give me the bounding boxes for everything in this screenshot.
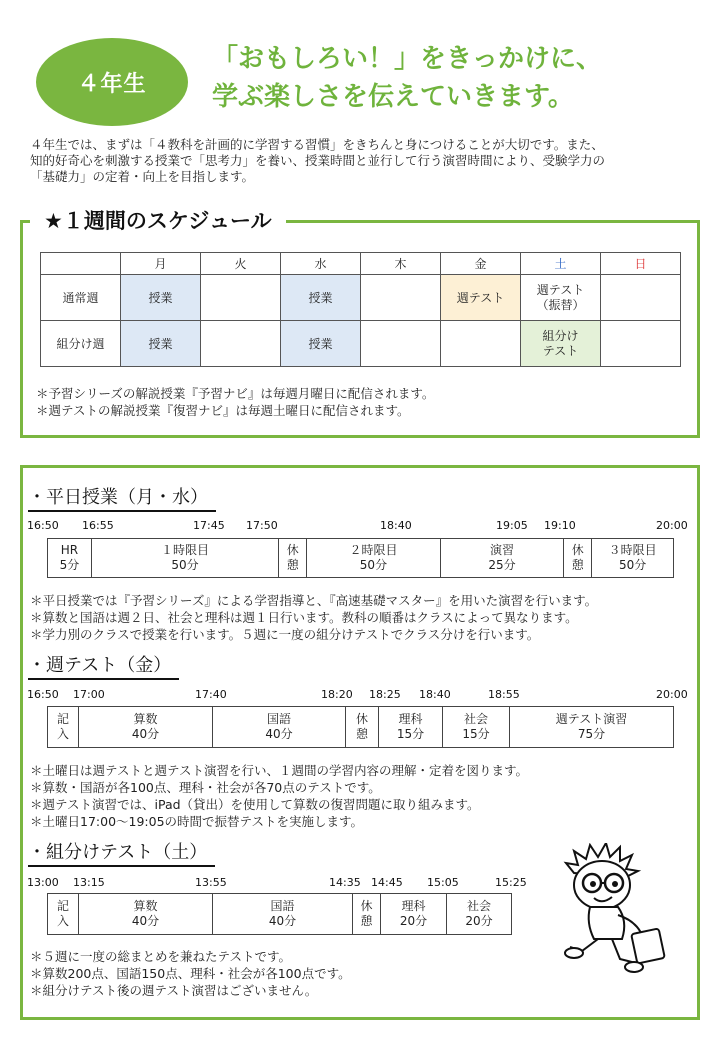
table-cell [361,321,441,367]
timeline-block: 算数 40分 [79,894,213,934]
schedule-title: ★１週間のスケジュール [30,205,286,235]
weekly-test-times [0,688,720,702]
timeline-block: 演習 25分 [441,539,565,577]
placement-test-timeline [47,893,512,935]
grade-badge: ４年生 [36,38,188,126]
schedule-notes [36,385,434,419]
timeline-block: 社会 15分 [443,707,510,747]
time-label: 18:40 [419,688,451,701]
timeline-block: HR 5分 [48,539,92,577]
time-label: 20:00 [656,519,688,532]
note-line: ＊週テストの解説授業『復習ナビ』は毎週土曜日に配信されます。 [36,403,410,418]
table-header-cell: 木 [361,253,441,275]
weekday-times [0,519,720,533]
table-header-cell [41,253,121,275]
note-line: ＊土曜日は週テストと週テスト演習を行い、１週間の学習内容の理解・定着を図ります。 [30,763,529,778]
headline-line-1: 「おもしろい！」をきっかけに、 [212,44,603,74]
time-label: 18:40 [380,519,412,532]
time-label: 13:55 [195,876,227,889]
intro-line: 「基礎力」の定着・向上を目指します。 [30,169,255,184]
timeline-block: 社会 20分 [465,899,493,928]
note-line: ＊組分けテスト後の週テスト演習はございません。 [30,983,318,998]
timeline-block: 休 憩 [279,539,307,577]
table-header-cell: 金 [441,253,521,275]
intro-line: ４年生では、まずは「４教科を計画的に学習する習慣」をきちんと身につけることが大切です。また、 [30,137,604,152]
note-line: ＊平日授業では『予習シリーズ』による学習指導と、『高速基礎マスター』を用いた演習を行います。 [30,593,598,608]
table-cell [201,275,281,321]
weekly-test-timeline [47,706,674,748]
note-line: ＊算数と国語は週２日、社会と理科は週１日行います。教科の順番はクラスによって異なります。 [30,610,578,625]
note-line: ＊土曜日17:00～19:05の時間で振替テストを実施します。 [30,814,364,829]
table-header-cell: 火 [201,253,281,275]
time-label: 15:25 [495,876,527,889]
time-label: 17:50 [246,519,278,532]
timeline-block: ２時限目 50分 [307,539,441,577]
placement-test-title: ・組分けテスト（土） [28,841,215,867]
timeline-block: ３時限目 50分 [608,543,657,572]
table-header-row [41,253,681,275]
time-label: 20:00 [656,688,688,701]
table-cell [601,321,681,367]
weekly-schedule-table [40,252,681,367]
table-cell: 週テスト （振替） [521,275,601,321]
row-label: 組分け週 [41,321,121,367]
time-label: 18:55 [488,688,520,701]
time-label: 17:40 [195,688,227,701]
placement-test-notes [30,948,351,999]
table-cell [601,275,681,321]
table-cell: 週テスト [441,275,521,321]
timeline-block: 休 憩 [353,894,381,934]
time-label: 13:00 [27,876,59,889]
time-label: 13:15 [73,876,105,889]
time-label: 17:45 [193,519,225,532]
time-label: 14:35 [329,876,361,889]
table-cell: 授業 [121,275,201,321]
time-label: 17:00 [73,688,105,701]
table-cell [361,275,441,321]
weekly-test-notes [30,762,528,830]
note-line: ＊算数・国語が各100点、理科・社会が各70点のテストです。 [30,780,381,795]
table-cell [441,321,521,367]
table-header-cell: 水 [281,253,361,275]
table-header-cell: 月 [121,253,201,275]
note-line: ＊算数200点、国語150点、理科・社会が各100点です。 [30,966,351,981]
table-header-cell: 土 [521,253,601,275]
timeline-block: 理科 15分 [379,707,443,747]
intro-paragraph [30,137,700,185]
note-line: ＊５週に一度の総まとめを兼ねたテストです。 [30,949,292,964]
timeline-block: 国語 40分 [213,707,346,747]
weekday-title: ・平日授業（月・水） [28,486,216,512]
row-label: 通常週 [41,275,121,321]
table-cell: 授業 [281,321,361,367]
weekday-notes [30,592,597,643]
timeline-block: １時限目 50分 [92,539,279,577]
time-label: 18:25 [369,688,401,701]
timeline-block: 休 憩 [564,539,592,577]
time-label: 16:55 [82,519,114,532]
weekday-timeline [47,538,674,578]
time-label: 16:50 [27,519,59,532]
time-label: 18:20 [321,688,353,701]
note-line: ＊学力別のクラスで授業を行います。５週に一度の組分けテストでクラス分けを行います。 [30,627,540,642]
table-cell [201,321,281,367]
table-cell: 授業 [281,275,361,321]
time-label: 19:10 [544,519,576,532]
weekly-test-title: ・週テスト（金） [28,654,179,680]
note-line: ＊週テスト演習では、iPad（貸出）を使用して算数の復習問題に取り組みます。 [30,797,480,812]
table-cell: 組分け テスト [521,321,601,367]
time-label: 16:50 [27,688,59,701]
intro-line: 知的好奇心を刺激する授業で「思考力」を養い、授業時間と並行して行う演習時間により、受験学力の [30,153,606,168]
headline-line-2: 学ぶ楽しさを伝えていきます。 [212,82,574,112]
time-label: 19:05 [496,519,528,532]
time-label: 14:45 [371,876,403,889]
timeline-block: 週テスト演習 75分 [555,712,628,741]
headline [212,40,702,116]
timeline-block: 記 入 [48,894,79,934]
note-line: ＊予習シリーズの解説授業『予習ナビ』は毎週月曜日に配信されます。 [36,386,435,401]
timeline-block: 算数 40分 [79,707,213,747]
table-header-cell: 日 [601,253,681,275]
table-row [41,275,681,321]
timeline-block: 記 入 [48,707,79,747]
table-cell: 授業 [121,321,201,367]
timeline-block: 国語 40分 [213,894,353,934]
timeline-block: 理科 20分 [381,894,447,934]
table-row [41,321,681,367]
running-boy-icon [560,843,670,973]
timeline-block: 休 憩 [346,707,379,747]
time-label: 15:05 [427,876,459,889]
